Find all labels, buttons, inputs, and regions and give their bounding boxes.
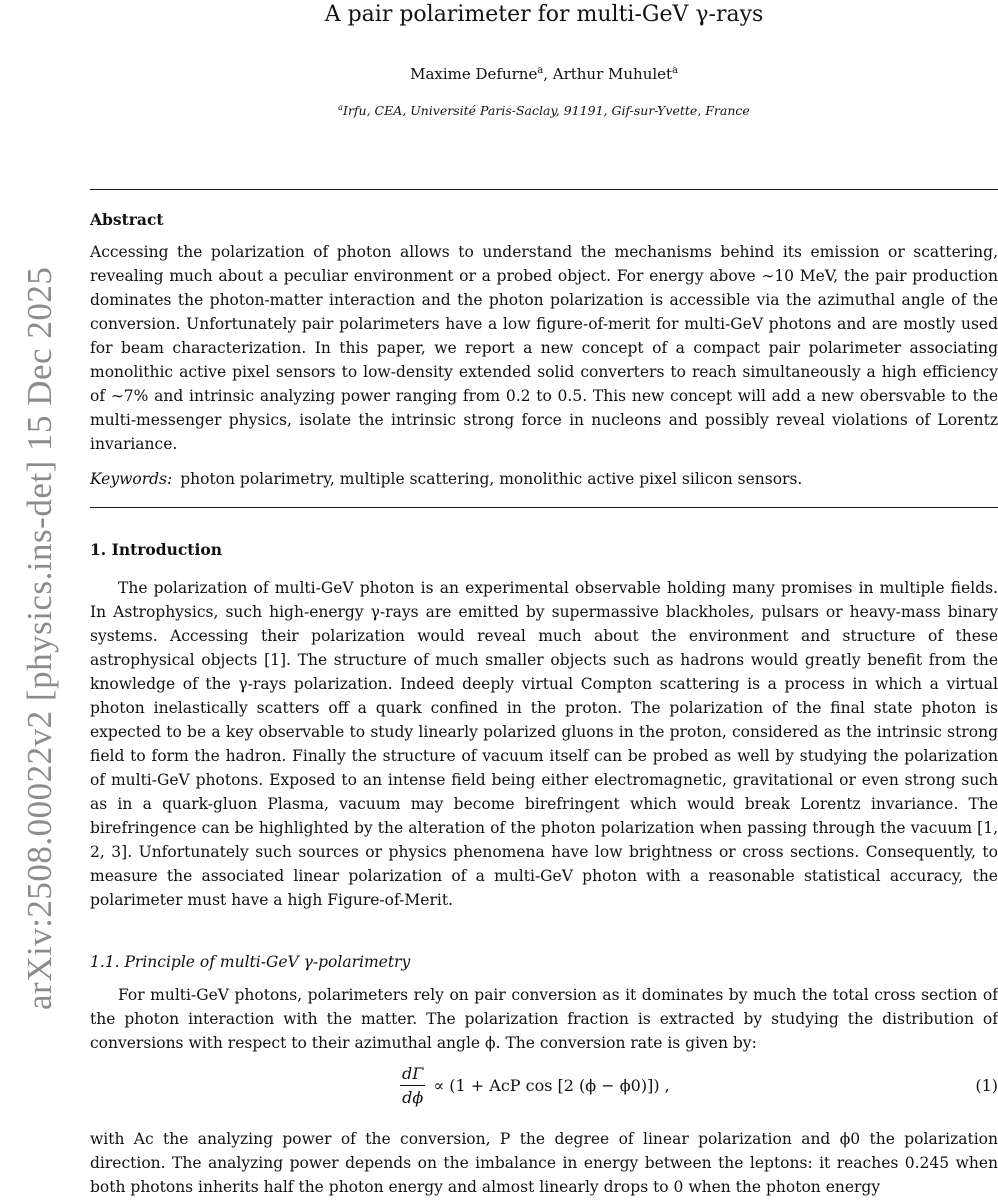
top-divider xyxy=(90,189,998,190)
author-affiliation-marker: a xyxy=(672,65,678,76)
equation-numerator: dΓ xyxy=(400,1064,425,1086)
equation-1 xyxy=(90,1060,998,1120)
abstract-text: Accessing the polarization of photon allows to understand the mechanisms behind its emission or scattering, revealing much about a peculiar environment or a probed object. For energy above ∼10 MeV, the pair production dominates the photon-matter interaction and the photon polarization is accessible via the azimuthal angle of the conversion. Unfortunately pair polarimeters have a low figure-of-merit for multi-GeV photons and are mostly used for beam characterization. In this paper, we report a new concept of a compact pair polarimeter associating monolithic active pixel sensors to low-density extended solid converters to reach simultaneously a high efficiency of ∼7% and intrinsic analyzing power ranging from 0.2 to 0.5. This new concept will add a new obersvable to the multi-messenger physics, isolate the intrinsic strong force in nucleons and possibly reveal violations of Lorentz invariance. xyxy=(90,243,998,453)
equation-number: (1) xyxy=(975,1076,998,1095)
author-name: Maxime Defurne xyxy=(410,65,538,83)
keywords-label: Keywords: xyxy=(90,470,173,488)
author-list: Maxime Defurne$^a$, Arthur Muhulet$^a$ xyxy=(410,65,678,83)
affiliation xyxy=(90,103,998,118)
bottom-divider xyxy=(90,507,998,508)
author-affiliation-marker: a xyxy=(537,65,544,76)
keywords xyxy=(90,467,998,491)
affiliation-marker: a xyxy=(338,101,344,112)
subsection-heading-principle: 1.1. Principle of multi-GeV γ-polarimetry xyxy=(90,953,411,971)
equation-denominator: dϕ xyxy=(402,1088,424,1107)
after-equation-paragraph: with Ac the analyzing power of the conversion, P the degree of linear polarization and ϕ0 the polarization direction. The analyzing power depends on the imbalance in energy between the leptons: it reaches 0.245 when both photons inherits half the photon energy and almost linearly drops to 0 when the photon energy xyxy=(90,1130,998,1196)
equation-fraction xyxy=(400,1064,425,1107)
introduction-paragraph: The polarization of multi-GeV photon is an experimental observable holding many promises in multiple fields. In Astrophysics, such high-energy γ-rays are emitted by supermassive blackholes, pulsars or heavy-mass binary systems. Accessing their polarization would reveal much about the environment and structure of these astrophysical objects [1]. The structure of much smaller objects such as hadrons would greatly benefit from the knowledge of the γ-rays polarization. Indeed deeply virtual Compton scattering is a process in which a virtual photon inelastically scatters off a quark confined in the proton. The polarization of the final state photon is expected to be a key observable to study linearly polarized gluons in the proton, considered as the intrinsic strong field to form the hadron. Finally the structure of vacuum itself can be probed as well by studying the polarization of multi-GeV photons. Exposed to an intense field being either electromagnetic, gravitational or even strong such as in a quark-gluon Plasma, vacuum may become birefringent which would break Lorentz invariance. The birefringence can be highlighted by the alteration of the photon polarization when passing through the vacuum [1, 2, 3]. Unfortunately such sources or physics phenomena have low brightness or cross sections. Consequently, to measure the associated linear polarization of a multi-GeV photon with a reasonable statistical accuracy, the polarimeter must have a high Figure-of-Merit. xyxy=(90,579,998,909)
affiliation-text: Irfu, CEA, Université Paris-Saclay, 91191, Gif-sur-Yvette, France xyxy=(343,103,750,118)
author-name: Arthur Muhulet xyxy=(552,65,673,83)
principle-paragraph: For multi-GeV photons, polarimeters rely on pair conversion as it dominates by much the total cross section of the photon interaction with the matter. The polarization fraction is extracted by studying the distribution of conversions with respect to their azimuthal angle ϕ. The conversion rate is given by: xyxy=(90,986,998,1052)
abstract-heading: Abstract xyxy=(90,210,164,229)
keywords-text: photon polarimetry, multiple scattering, monolithic active pixel silicon sensors. xyxy=(180,470,803,488)
section-heading-introduction: 1. Introduction xyxy=(90,540,222,559)
equation-rhs: ∝ (1 + AcP cos [2 (ϕ − ϕ0)]) , xyxy=(433,1076,670,1095)
arxiv-identifier: arXiv:2508.00022v2 [physics.ins-det] 15 Dec 2025 xyxy=(20,266,59,1010)
paper-title: A pair polarimeter for multi-GeV γ-rays xyxy=(324,2,764,27)
